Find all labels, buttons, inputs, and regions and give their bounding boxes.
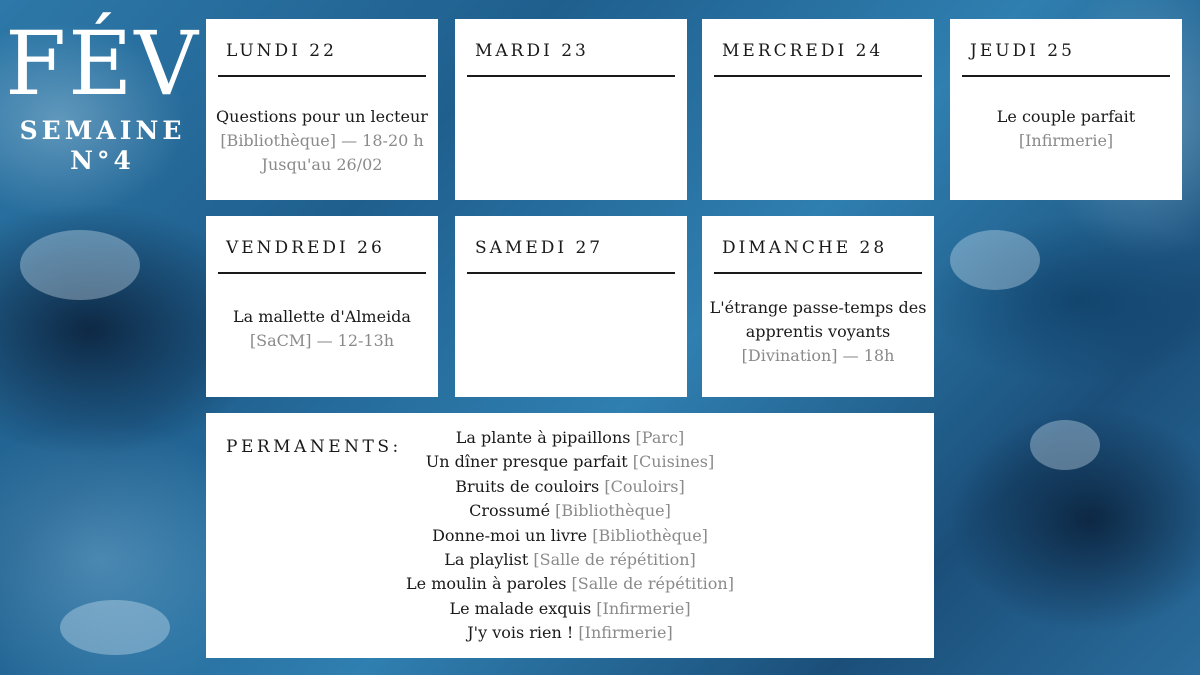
day-events [212,305,432,353]
day-card-dimanche [702,216,934,397]
day-card-samedi [455,216,687,397]
day-label: JEUDI 25 [962,41,1170,77]
activity-place: [Parc] [635,428,685,447]
event-location: [Bibliothèque] — 18-20 h [220,131,424,150]
event-title-line1: L'étrange passe-temps des [709,298,927,317]
activity-place: [Cuisines] [632,452,715,472]
activity-name: Donne-moi un livre [432,525,588,545]
day-card-mercredi [702,19,934,200]
day-card-vendredi [206,216,438,397]
event-note: Jusqu'au 26/02 [261,155,383,174]
permanents-card [206,413,934,658]
list-item [386,499,754,523]
list-item [386,450,754,474]
activity-place: [Infirmerie] [578,623,673,643]
day-events [708,296,928,368]
event-location: [SaCM] — 12-13h [249,331,395,350]
activity-place: [Salle de répétition] [571,574,734,594]
day-label: MERCREDI 24 [714,41,922,77]
month-title: FÉV [5,12,200,115]
activity-place: [Bibliothèque] [592,525,708,545]
background-foam [1030,420,1100,470]
list-item [386,621,754,645]
activity-name: Un dîner presque parfait [425,452,628,472]
week-header [0,12,205,176]
day-card-jeudi [950,19,1182,200]
permanents-list [386,426,754,646]
activity-place: [Infirmerie] [596,598,691,618]
list-item [386,548,754,572]
background-foam [20,230,140,300]
day-card-mardi [455,19,687,200]
list-item [386,524,754,548]
week-label-line1: SEMAINE [19,116,186,145]
day-label: SAMEDI 27 [467,238,675,274]
event-location: [Divination] — 18h [741,346,895,365]
permanents-label: PERMANENTS: [226,437,402,457]
activity-name: Le moulin à paroles [406,574,567,594]
list-item [386,572,754,596]
week-label-line2: N°4 [70,146,135,175]
activity-name: J'y vois rien ! [467,623,574,643]
event-location: [Infirmerie] [1018,131,1114,150]
event-title: La mallette d'Almeida [233,307,411,326]
background-foam [950,230,1040,290]
activity-name: Crossumé [469,501,551,521]
day-card-lundi [206,19,438,200]
day-events [956,105,1176,153]
activity-place: [Salle de répétition] [533,550,696,570]
day-events [212,105,432,177]
list-item [386,426,754,450]
event-title-line2: apprentis voyants [745,322,891,341]
list-item [386,597,754,621]
event-title: Le couple parfait [996,107,1136,126]
activity-place: [Couloirs] [604,476,685,496]
list-item [386,475,754,499]
activity-name: La plante à pipaillons [455,428,631,447]
activity-name: Bruits de couloirs [455,476,600,496]
event-title: Questions pour un lecteur [216,107,428,126]
background-foam [60,600,170,655]
day-label: DIMANCHE 28 [714,238,922,274]
activity-name: Le malade exquis [449,598,592,618]
day-label: LUNDI 22 [218,41,426,77]
day-label: MARDI 23 [467,41,675,77]
activity-place: [Bibliothèque] [555,501,671,521]
activity-name: La playlist [444,550,529,570]
day-label: VENDREDI 26 [218,238,426,274]
